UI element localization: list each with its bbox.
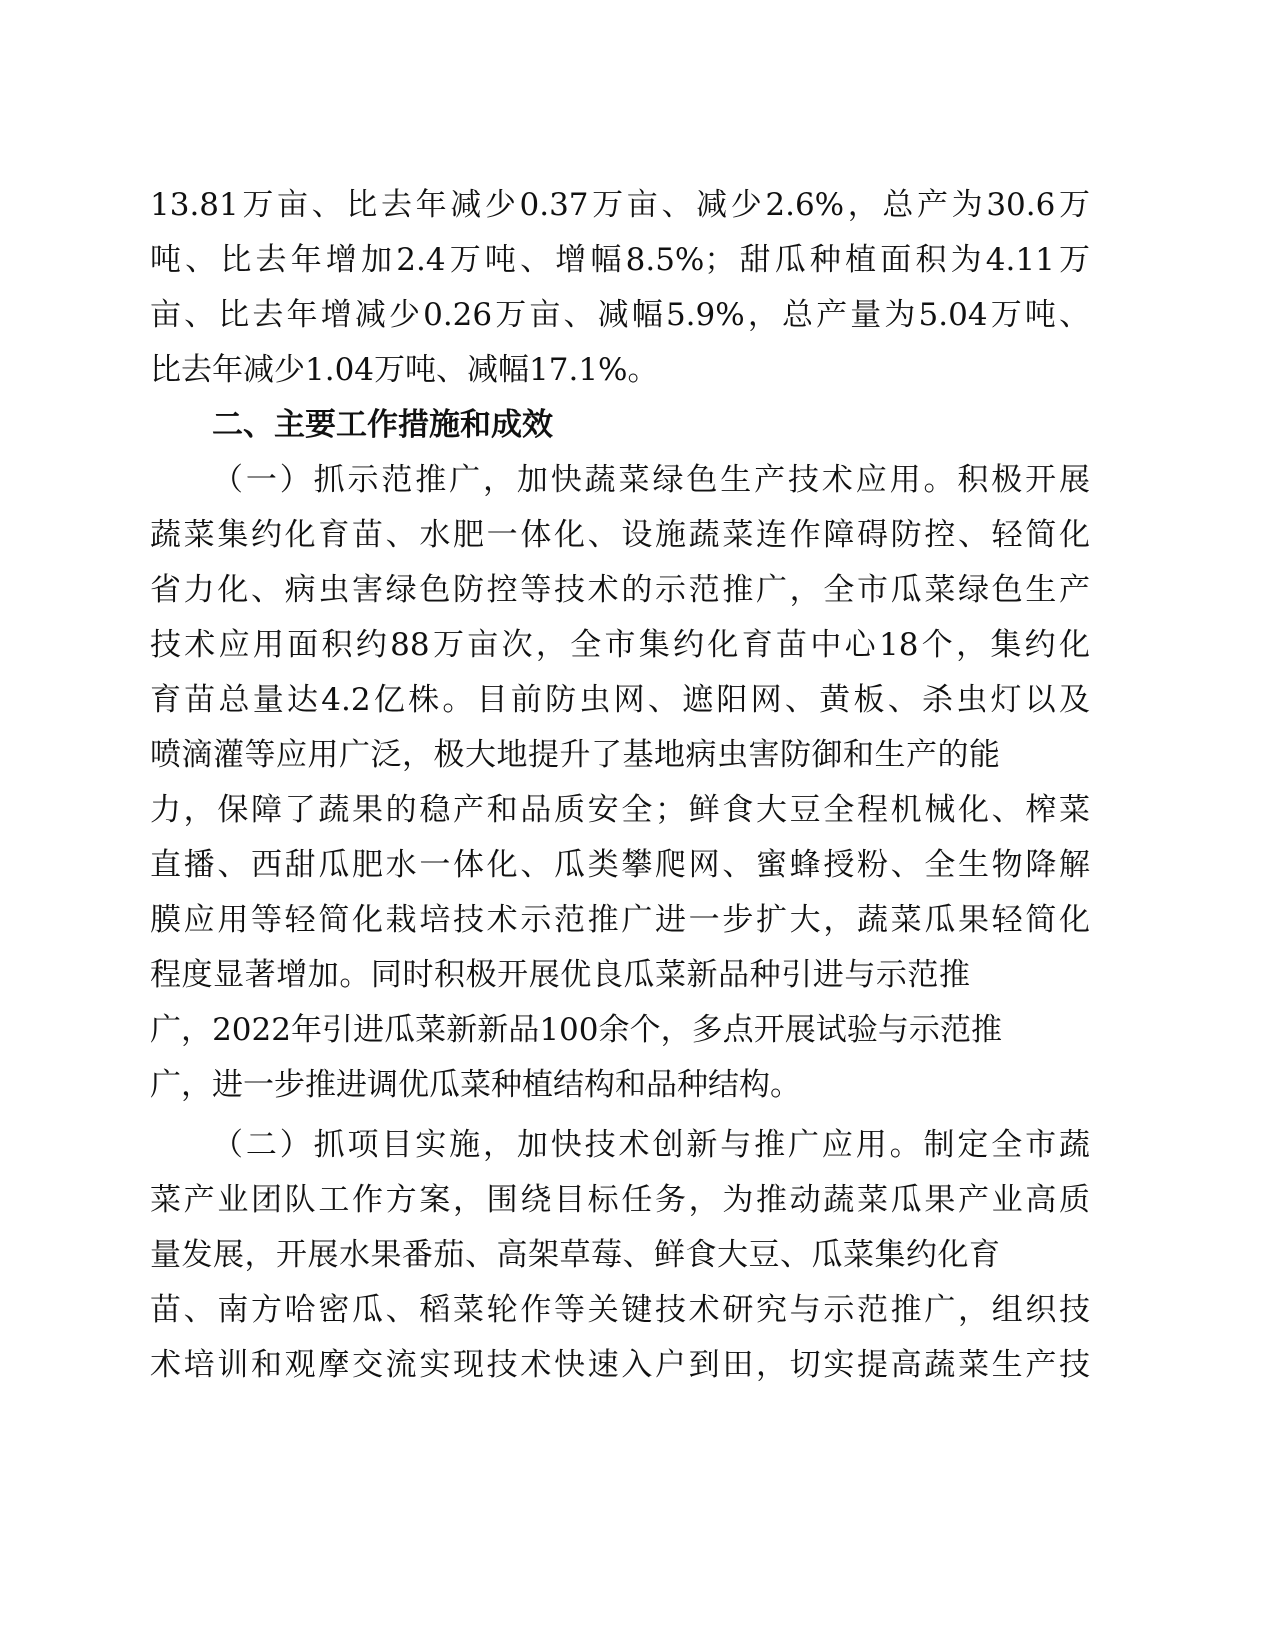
para1-line-2: 吨、比去年增加2.4万吨、增幅8.5%；甜瓜种植面积为4.11万 — [150, 242, 1090, 278]
section2-line-5: 术培训和观摩交流实现技术快速入户到田，切实提高蔬菜生产技 — [150, 1347, 1090, 1383]
section1-line-8: 直播、西甜瓜肥水一体化、瓜类攀爬网、蜜蜂授粉、全生物降解 — [150, 847, 1090, 883]
section1-line-2: 蔬菜集约化育苗、水肥一体化、设施蔬菜连作障碍防控、轻简化 — [150, 517, 1090, 553]
section1-line-7: 力，保障了蔬果的稳产和品质安全；鲜食大豆全程机械化、榨菜 — [150, 792, 1090, 828]
section1-line-5: 育苗总量达4.2亿株。目前防虫网、遮阳网、黄板、杀虫灯以及 — [150, 682, 1090, 718]
section1-line-10: 程度显著增加。同时积极开展优良瓜菜新品种引进与示范推 — [150, 957, 970, 993]
section1-line-12: 广，进一步推进调优瓜菜种植结构和品种结构。 — [150, 1067, 801, 1103]
section1-line-3: 省力化、病虫害绿色防控等技术的示范推广，全市瓜菜绿色生产 — [150, 572, 1090, 608]
para1-line-4: 比去年减少1.04万吨、减幅17.1%。 — [150, 352, 659, 388]
section-heading: 二、主要工作措施和成效 — [212, 407, 553, 443]
section2-line-4: 苗、南方哈密瓜、稻菜轮作等关键技术研究与示范推广，组织技 — [150, 1292, 1090, 1328]
section2-line-2: 菜产业团队工作方案，围绕目标任务，为推动蔬菜瓜果产业高质 — [150, 1182, 1090, 1218]
section1-line-9: 膜应用等轻简化栽培技术示范推广进一步扩大，蔬菜瓜果轻简化 — [150, 902, 1090, 938]
para1-line-3: 亩、比去年增减少0.26万亩、减幅5.9%，总产量为5.04万吨、 — [150, 297, 1090, 333]
para1-line-1: 13.81万亩、比去年减少0.37万亩、减少2.6%，总产为30.6万 — [150, 187, 1090, 223]
section2-line-3: 量发展，开展水果番茄、高架草莓、鲜食大豆、瓜菜集约化育 — [150, 1237, 1000, 1273]
section1-line-6: 喷滴灌等应用广泛，极大地提升了基地病虫害防御和生产的能 — [150, 737, 1000, 773]
section1-line-1: （一）抓示范推广，加快蔬菜绿色生产技术应用。积极开展 — [212, 462, 1090, 498]
section1-line-4: 技术应用面积约88万亩次，全市集约化育苗中心18个，集约化 — [150, 627, 1090, 663]
section2-line-1: （二）抓项目实施，加快技术创新与推广应用。制定全市蔬 — [212, 1127, 1090, 1163]
section1-line-11: 广，2022年引进瓜菜新新品100余个，多点开展试验与示范推 — [150, 1012, 1002, 1048]
